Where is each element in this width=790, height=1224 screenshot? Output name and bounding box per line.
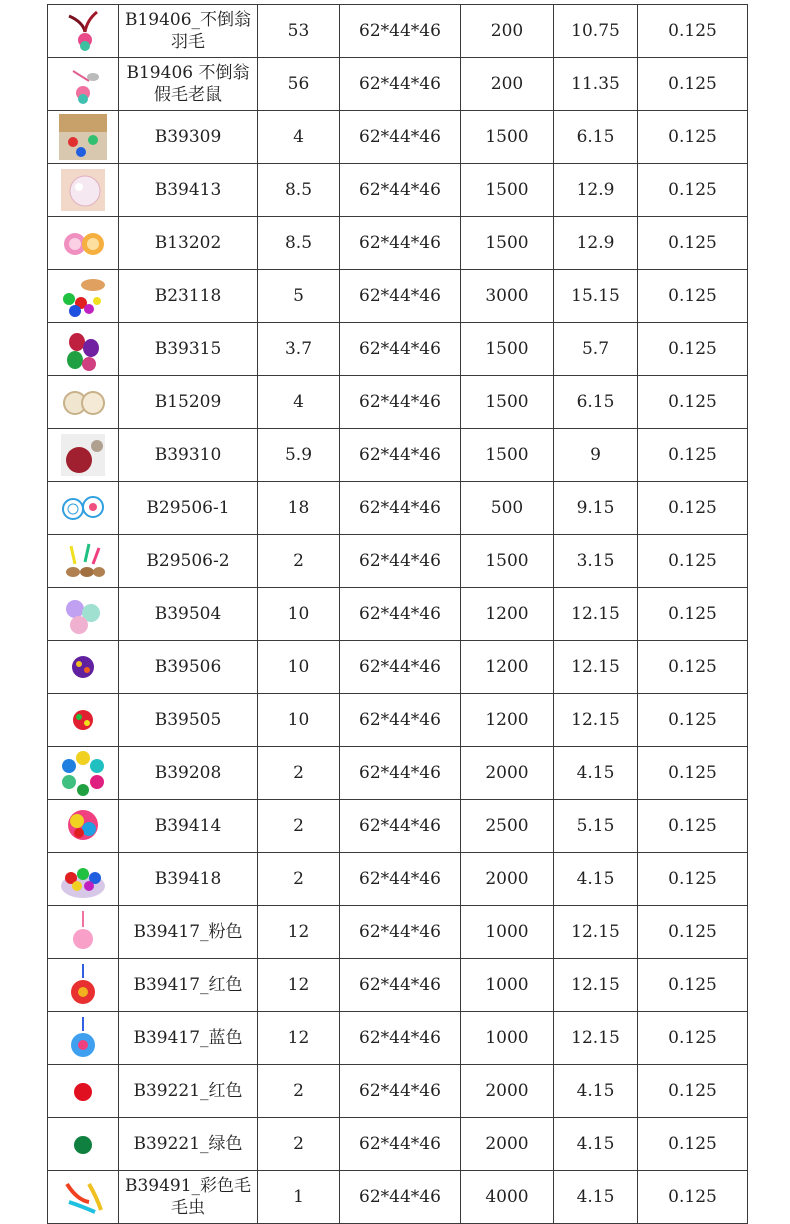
quantity-cell: 2000 bbox=[461, 1065, 554, 1118]
quantity-cell: 1000 bbox=[461, 906, 554, 959]
volume-cell: 0.125 bbox=[638, 217, 748, 270]
volume-cell: 0.125 bbox=[638, 1012, 748, 1065]
product-image-cell bbox=[48, 164, 119, 217]
rattan-ball-icon bbox=[59, 379, 107, 425]
volume-cell: 0.125 bbox=[638, 747, 748, 800]
price-cell: 8.5 bbox=[258, 164, 340, 217]
weight-cell: 6.15 bbox=[554, 376, 638, 429]
quantity-cell: 1500 bbox=[461, 323, 554, 376]
volume-cell: 0.125 bbox=[638, 906, 748, 959]
price-cell: 56 bbox=[258, 58, 340, 111]
table-row bbox=[48, 323, 748, 376]
quantity-cell: 2000 bbox=[461, 1118, 554, 1171]
price-cell: 10 bbox=[258, 588, 340, 641]
price-cell: 12 bbox=[258, 906, 340, 959]
quantity-cell: 1200 bbox=[461, 588, 554, 641]
table-row bbox=[48, 5, 748, 58]
volume-cell: 0.125 bbox=[638, 1065, 748, 1118]
model-cell: B39505 bbox=[119, 694, 258, 747]
carton-size-cell: 62*44*46 bbox=[340, 429, 461, 482]
table-row bbox=[48, 1118, 748, 1171]
table-row bbox=[48, 111, 748, 164]
volume-cell: 0.125 bbox=[638, 58, 748, 111]
carton-size-cell: 62*44*46 bbox=[340, 323, 461, 376]
yarn-ball-cat-icon bbox=[59, 432, 107, 478]
carton-size-cell: 62*44*46 bbox=[340, 588, 461, 641]
quantity-cell: 200 bbox=[461, 5, 554, 58]
purple-pompom-icon bbox=[59, 644, 107, 690]
carton-size-cell: 62*44*46 bbox=[340, 217, 461, 270]
table-row bbox=[48, 1065, 748, 1118]
price-cell: 10 bbox=[258, 694, 340, 747]
model-cell: B39221_绿色 bbox=[119, 1118, 258, 1171]
volume-cell: 0.125 bbox=[638, 376, 748, 429]
product-image-cell bbox=[48, 959, 119, 1012]
price-cell: 2 bbox=[258, 853, 340, 906]
weight-cell: 5.15 bbox=[554, 800, 638, 853]
green-felt-ball-icon bbox=[59, 1121, 107, 1167]
volume-cell: 0.125 bbox=[638, 535, 748, 588]
price-cell: 53 bbox=[258, 5, 340, 58]
model-cell: B39418 bbox=[119, 853, 258, 906]
volume-cell: 0.125 bbox=[638, 164, 748, 217]
table-row bbox=[48, 535, 748, 588]
model-cell: B19406_不倒翁羽毛 bbox=[119, 5, 258, 58]
pink-ball-icon bbox=[59, 220, 107, 266]
volume-cell: 0.125 bbox=[638, 270, 748, 323]
model-cell: B39413 bbox=[119, 164, 258, 217]
carton-size-cell: 62*44*46 bbox=[340, 270, 461, 323]
carton-size-cell: 62*44*46 bbox=[340, 641, 461, 694]
weight-cell: 12.15 bbox=[554, 588, 638, 641]
quantity-cell: 1500 bbox=[461, 217, 554, 270]
quantity-cell: 1500 bbox=[461, 111, 554, 164]
carton-size-cell: 62*44*46 bbox=[340, 694, 461, 747]
weight-cell: 9 bbox=[554, 429, 638, 482]
table-row bbox=[48, 959, 748, 1012]
weight-cell: 4.15 bbox=[554, 1171, 638, 1224]
quantity-cell: 2000 bbox=[461, 747, 554, 800]
price-cell: 3.7 bbox=[258, 323, 340, 376]
model-cell: B15209 bbox=[119, 376, 258, 429]
table-row bbox=[48, 270, 748, 323]
table-row bbox=[48, 747, 748, 800]
weight-cell: 6.15 bbox=[554, 111, 638, 164]
model-cell: B39417_红色 bbox=[119, 959, 258, 1012]
quantity-cell: 2500 bbox=[461, 800, 554, 853]
product-table bbox=[47, 4, 748, 1224]
weight-cell: 15.15 bbox=[554, 270, 638, 323]
quantity-cell: 1500 bbox=[461, 376, 554, 429]
table-row bbox=[48, 906, 748, 959]
blue-string-ball-icon bbox=[59, 1015, 107, 1061]
price-cell: 18 bbox=[258, 482, 340, 535]
model-cell: B39309 bbox=[119, 111, 258, 164]
model-cell: B13202 bbox=[119, 217, 258, 270]
weight-cell: 12.15 bbox=[554, 1012, 638, 1065]
quantity-cell: 3000 bbox=[461, 270, 554, 323]
table-row bbox=[48, 800, 748, 853]
carton-size-cell: 62*44*46 bbox=[340, 376, 461, 429]
volume-cell: 0.125 bbox=[638, 429, 748, 482]
carton-size-cell: 62*44*46 bbox=[340, 111, 461, 164]
price-cell: 12 bbox=[258, 959, 340, 1012]
model-cell: B39504 bbox=[119, 588, 258, 641]
volume-cell: 0.125 bbox=[638, 959, 748, 1012]
volume-cell: 0.125 bbox=[638, 111, 748, 164]
price-cell: 2 bbox=[258, 747, 340, 800]
price-cell: 4 bbox=[258, 376, 340, 429]
product-image-cell bbox=[48, 1118, 119, 1171]
volume-cell: 0.125 bbox=[638, 482, 748, 535]
price-cell: 5.9 bbox=[258, 429, 340, 482]
model-cell: B39310 bbox=[119, 429, 258, 482]
weight-cell: 11.35 bbox=[554, 58, 638, 111]
table-row bbox=[48, 482, 748, 535]
table-row bbox=[48, 588, 748, 641]
product-image-cell bbox=[48, 694, 119, 747]
weight-cell: 12.15 bbox=[554, 959, 638, 1012]
product-image-cell bbox=[48, 323, 119, 376]
carton-size-cell: 62*44*46 bbox=[340, 1118, 461, 1171]
volume-cell: 0.125 bbox=[638, 588, 748, 641]
pompom-bowl-icon bbox=[59, 856, 107, 902]
volume-cell: 0.125 bbox=[638, 323, 748, 376]
table-row bbox=[48, 429, 748, 482]
model-cell: B39491_彩色毛毛虫 bbox=[119, 1171, 258, 1224]
carton-size-cell: 62*44*46 bbox=[340, 1171, 461, 1224]
quantity-cell: 2000 bbox=[461, 853, 554, 906]
tumbler-mouse-icon bbox=[59, 61, 107, 107]
table-row bbox=[48, 217, 748, 270]
quantity-cell: 1000 bbox=[461, 1012, 554, 1065]
volume-cell: 0.125 bbox=[638, 1171, 748, 1224]
price-cell: 10 bbox=[258, 641, 340, 694]
carton-size-cell: 62*44*46 bbox=[340, 164, 461, 217]
product-image-cell bbox=[48, 1065, 119, 1118]
pastel-pompom-icon bbox=[59, 591, 107, 637]
feather-mouse-icon bbox=[59, 538, 107, 584]
model-cell: B39414 bbox=[119, 800, 258, 853]
weight-cell: 12.9 bbox=[554, 164, 638, 217]
price-cell: 5 bbox=[258, 270, 340, 323]
carton-size-cell: 62*44*46 bbox=[340, 58, 461, 111]
cat-pompom-icon bbox=[59, 273, 107, 319]
carton-size-cell: 62*44*46 bbox=[340, 1012, 461, 1065]
weight-cell: 4.15 bbox=[554, 853, 638, 906]
product-table-body bbox=[48, 5, 748, 1224]
price-cell: 4 bbox=[258, 111, 340, 164]
model-cell: B29506-2 bbox=[119, 535, 258, 588]
carton-size-cell: 62*44*46 bbox=[340, 800, 461, 853]
product-image-cell bbox=[48, 641, 119, 694]
volume-cell: 0.125 bbox=[638, 641, 748, 694]
caterpillar-icon bbox=[59, 1174, 107, 1220]
carton-size-cell: 62*44*46 bbox=[340, 959, 461, 1012]
pink-string-ball-icon bbox=[59, 909, 107, 955]
carton-size-cell: 62*44*46 bbox=[340, 5, 461, 58]
weight-cell: 12.9 bbox=[554, 217, 638, 270]
volume-cell: 0.125 bbox=[638, 800, 748, 853]
product-image-cell bbox=[48, 800, 119, 853]
weight-cell: 5.7 bbox=[554, 323, 638, 376]
volume-cell: 0.125 bbox=[638, 694, 748, 747]
rainbow-pompom-icon bbox=[59, 803, 107, 849]
model-cell: B39506 bbox=[119, 641, 258, 694]
table-row bbox=[48, 1012, 748, 1065]
weight-cell: 3.15 bbox=[554, 535, 638, 588]
price-cell: 2 bbox=[258, 1065, 340, 1118]
weight-cell: 4.15 bbox=[554, 747, 638, 800]
model-cell: B39208 bbox=[119, 747, 258, 800]
model-cell: B19406 不倒翁假毛老鼠 bbox=[119, 58, 258, 111]
price-cell: 8.5 bbox=[258, 217, 340, 270]
volume-cell: 0.125 bbox=[638, 5, 748, 58]
model-cell: B39221_红色 bbox=[119, 1065, 258, 1118]
carton-size-cell: 62*44*46 bbox=[340, 535, 461, 588]
model-cell: B39417_粉色 bbox=[119, 906, 258, 959]
model-cell: B29506-1 bbox=[119, 482, 258, 535]
product-image-cell bbox=[48, 906, 119, 959]
product-image-cell bbox=[48, 747, 119, 800]
quantity-cell: 1500 bbox=[461, 429, 554, 482]
red-felt-ball-icon bbox=[59, 1068, 107, 1114]
quantity-cell: 4000 bbox=[461, 1171, 554, 1224]
weight-cell: 12.15 bbox=[554, 906, 638, 959]
weight-cell: 12.15 bbox=[554, 641, 638, 694]
product-image-cell bbox=[48, 429, 119, 482]
weight-cell: 12.15 bbox=[554, 694, 638, 747]
table-row bbox=[48, 641, 748, 694]
price-cell: 2 bbox=[258, 535, 340, 588]
model-cell: B39417_蓝色 bbox=[119, 1012, 258, 1065]
model-cell: B39315 bbox=[119, 323, 258, 376]
quantity-cell: 1500 bbox=[461, 164, 554, 217]
product-image-cell bbox=[48, 482, 119, 535]
bell-ball-photo-icon bbox=[59, 114, 107, 160]
price-cell: 1 bbox=[258, 1171, 340, 1224]
quantity-cell: 500 bbox=[461, 482, 554, 535]
carton-size-cell: 62*44*46 bbox=[340, 747, 461, 800]
product-image-cell bbox=[48, 1012, 119, 1065]
table-row bbox=[48, 694, 748, 747]
table-row bbox=[48, 58, 748, 111]
product-image-cell bbox=[48, 5, 119, 58]
table-row bbox=[48, 1171, 748, 1224]
quantity-cell: 1200 bbox=[461, 641, 554, 694]
carton-size-cell: 62*44*46 bbox=[340, 1065, 461, 1118]
table-row bbox=[48, 853, 748, 906]
product-image-cell bbox=[48, 1171, 119, 1224]
table-row bbox=[48, 376, 748, 429]
weight-cell: 4.15 bbox=[554, 1065, 638, 1118]
quantity-cell: 200 bbox=[461, 58, 554, 111]
red-string-ball-icon bbox=[59, 962, 107, 1008]
product-image-cell bbox=[48, 58, 119, 111]
carton-size-cell: 62*44*46 bbox=[340, 482, 461, 535]
price-cell: 2 bbox=[258, 800, 340, 853]
quantity-cell: 1000 bbox=[461, 959, 554, 1012]
weight-cell: 9.15 bbox=[554, 482, 638, 535]
price-cell: 2 bbox=[258, 1118, 340, 1171]
price-cell: 12 bbox=[258, 1012, 340, 1065]
product-image-cell bbox=[48, 217, 119, 270]
product-image-cell bbox=[48, 376, 119, 429]
product-image-cell bbox=[48, 588, 119, 641]
model-cell: B23118 bbox=[119, 270, 258, 323]
product-image-cell bbox=[48, 535, 119, 588]
carton-size-cell: 62*44*46 bbox=[340, 853, 461, 906]
weight-cell: 4.15 bbox=[554, 1118, 638, 1171]
volume-cell: 0.125 bbox=[638, 1118, 748, 1171]
clear-ball-icon bbox=[59, 167, 107, 213]
weight-cell: 10.75 bbox=[554, 5, 638, 58]
table-row bbox=[48, 164, 748, 217]
carton-size-cell: 62*44*46 bbox=[340, 906, 461, 959]
product-image-cell bbox=[48, 111, 119, 164]
blue-wire-ball-icon bbox=[59, 485, 107, 531]
quantity-cell: 1200 bbox=[461, 694, 554, 747]
glitter-ball-icon bbox=[59, 326, 107, 372]
product-image-cell bbox=[48, 853, 119, 906]
red-pompom-icon bbox=[59, 697, 107, 743]
quantity-cell: 1500 bbox=[461, 535, 554, 588]
tumbler-feather-icon bbox=[59, 8, 107, 54]
volume-cell: 0.125 bbox=[638, 853, 748, 906]
pompom-ring-icon bbox=[59, 750, 107, 796]
product-image-cell bbox=[48, 270, 119, 323]
